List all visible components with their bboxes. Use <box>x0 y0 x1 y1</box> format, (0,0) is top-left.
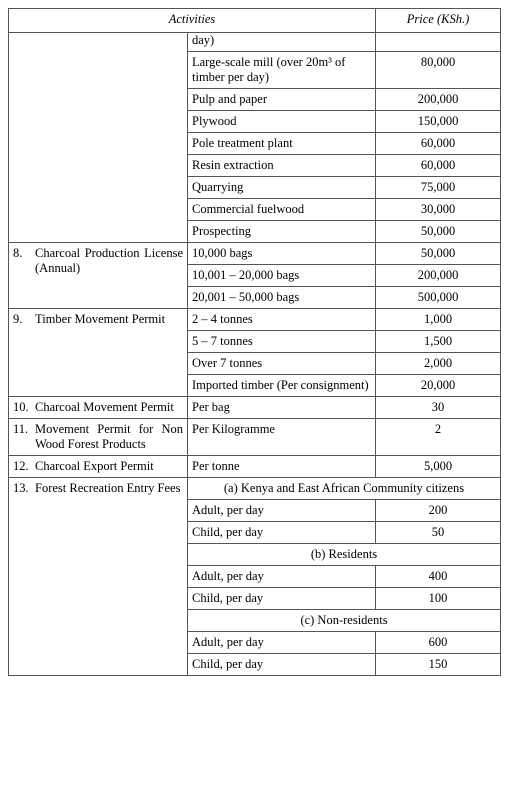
activity-cell: Child, per day <box>188 522 376 544</box>
activity-cell: 2 – 4 tonnes <box>188 309 376 331</box>
price-cell: 50 <box>376 522 501 544</box>
activity-cell: Prospecting <box>188 221 376 243</box>
activity-cell: Plywood <box>188 111 376 133</box>
category-label: Charcoal Export Permit <box>35 459 154 473</box>
price-cell: 200 <box>376 500 501 522</box>
group-heading: (a) Kenya and East African Community citizens <box>188 478 501 500</box>
price-cell: 5,000 <box>376 456 501 478</box>
category-cell <box>9 309 188 397</box>
price-cell: 2,000 <box>376 353 501 375</box>
price-cell: 20,000 <box>376 375 501 397</box>
activity-cell: Quarrying <box>188 177 376 199</box>
price-cell: 1,500 <box>376 331 501 353</box>
activity-cell: Commercial fuelwood <box>188 199 376 221</box>
price-cell: 100 <box>376 588 501 610</box>
category-number: 13. <box>13 481 29 495</box>
price-cell: 30 <box>376 397 501 419</box>
price-cell: 60,000 <box>376 155 501 177</box>
price-cell <box>376 33 501 52</box>
category-label: Movement Permit for Non Wood Forest Products <box>35 422 183 451</box>
activity-cell <box>188 52 376 89</box>
continued-category-cell <box>9 33 188 243</box>
price-cell: 30,000 <box>376 199 501 221</box>
price-cell: 400 <box>376 566 501 588</box>
header-row <box>9 9 501 33</box>
table-row <box>9 309 501 331</box>
category-label: Forest Recreation Entry Fees <box>35 481 181 495</box>
table-row <box>9 243 501 265</box>
activity-text: Large-scale mill (over 20m³ of timber per day) <box>192 55 346 84</box>
table-row <box>9 397 501 419</box>
activity-cell: Pulp and paper <box>188 89 376 111</box>
activity-cell: day) <box>188 33 376 52</box>
activity-cell: 10,001 – 20,000 bags <box>188 265 376 287</box>
group-heading: (c) Non-residents <box>188 610 501 632</box>
activity-cell: Child, per day <box>188 654 376 676</box>
category-number: 10. <box>13 400 29 414</box>
activity-cell: Adult, per day <box>188 500 376 522</box>
activity-cell: Pole treatment plant <box>188 133 376 155</box>
price-cell: 1,000 <box>376 309 501 331</box>
header-activities: Activities <box>9 9 376 33</box>
price-cell: 80,000 <box>376 52 501 89</box>
table-row <box>9 419 501 456</box>
fees-table <box>8 8 501 676</box>
category-number: 11. <box>13 422 29 436</box>
price-cell: 500,000 <box>376 287 501 309</box>
activity-cell: Adult, per day <box>188 632 376 654</box>
category-label: Charcoal Production License (Annual) <box>35 246 183 275</box>
price-cell: 200,000 <box>376 89 501 111</box>
table-row <box>9 456 501 478</box>
category-number: 8. <box>13 246 23 260</box>
activity-cell: Imported timber (Per consignment) <box>188 375 376 397</box>
category-number: 12. <box>13 459 29 473</box>
activity-cell: Per tonne <box>188 456 376 478</box>
category-cell <box>9 243 188 309</box>
activity-cell: 5 – 7 tonnes <box>188 331 376 353</box>
category-cell <box>9 456 188 478</box>
price-cell: 50,000 <box>376 243 501 265</box>
table-row <box>9 33 501 52</box>
activity-cell: Child, per day <box>188 588 376 610</box>
group-heading: (b) Residents <box>188 544 501 566</box>
activity-cell: Adult, per day <box>188 566 376 588</box>
activity-cell: Per bag <box>188 397 376 419</box>
header-price: Price (KSh.) <box>376 9 501 33</box>
price-cell: 200,000 <box>376 265 501 287</box>
category-label: Timber Movement Permit <box>35 312 166 326</box>
category-label: Charcoal Movement Permit <box>35 400 174 414</box>
category-cell <box>9 397 188 419</box>
price-cell: 50,000 <box>376 221 501 243</box>
activity-cell: 10,000 bags <box>188 243 376 265</box>
price-cell: 2 <box>376 419 501 456</box>
price-cell: 600 <box>376 632 501 654</box>
table-row <box>9 478 501 500</box>
activity-cell: Resin extraction <box>188 155 376 177</box>
activity-cell: 20,001 – 50,000 bags <box>188 287 376 309</box>
category-number: 9. <box>13 312 23 326</box>
price-cell: 60,000 <box>376 133 501 155</box>
price-cell: 75,000 <box>376 177 501 199</box>
category-cell <box>9 478 188 676</box>
activity-cell: Over 7 tonnes <box>188 353 376 375</box>
category-cell <box>9 419 188 456</box>
price-cell: 150,000 <box>376 111 501 133</box>
price-cell: 150 <box>376 654 501 676</box>
activity-cell: Per Kilogramme <box>188 419 376 456</box>
